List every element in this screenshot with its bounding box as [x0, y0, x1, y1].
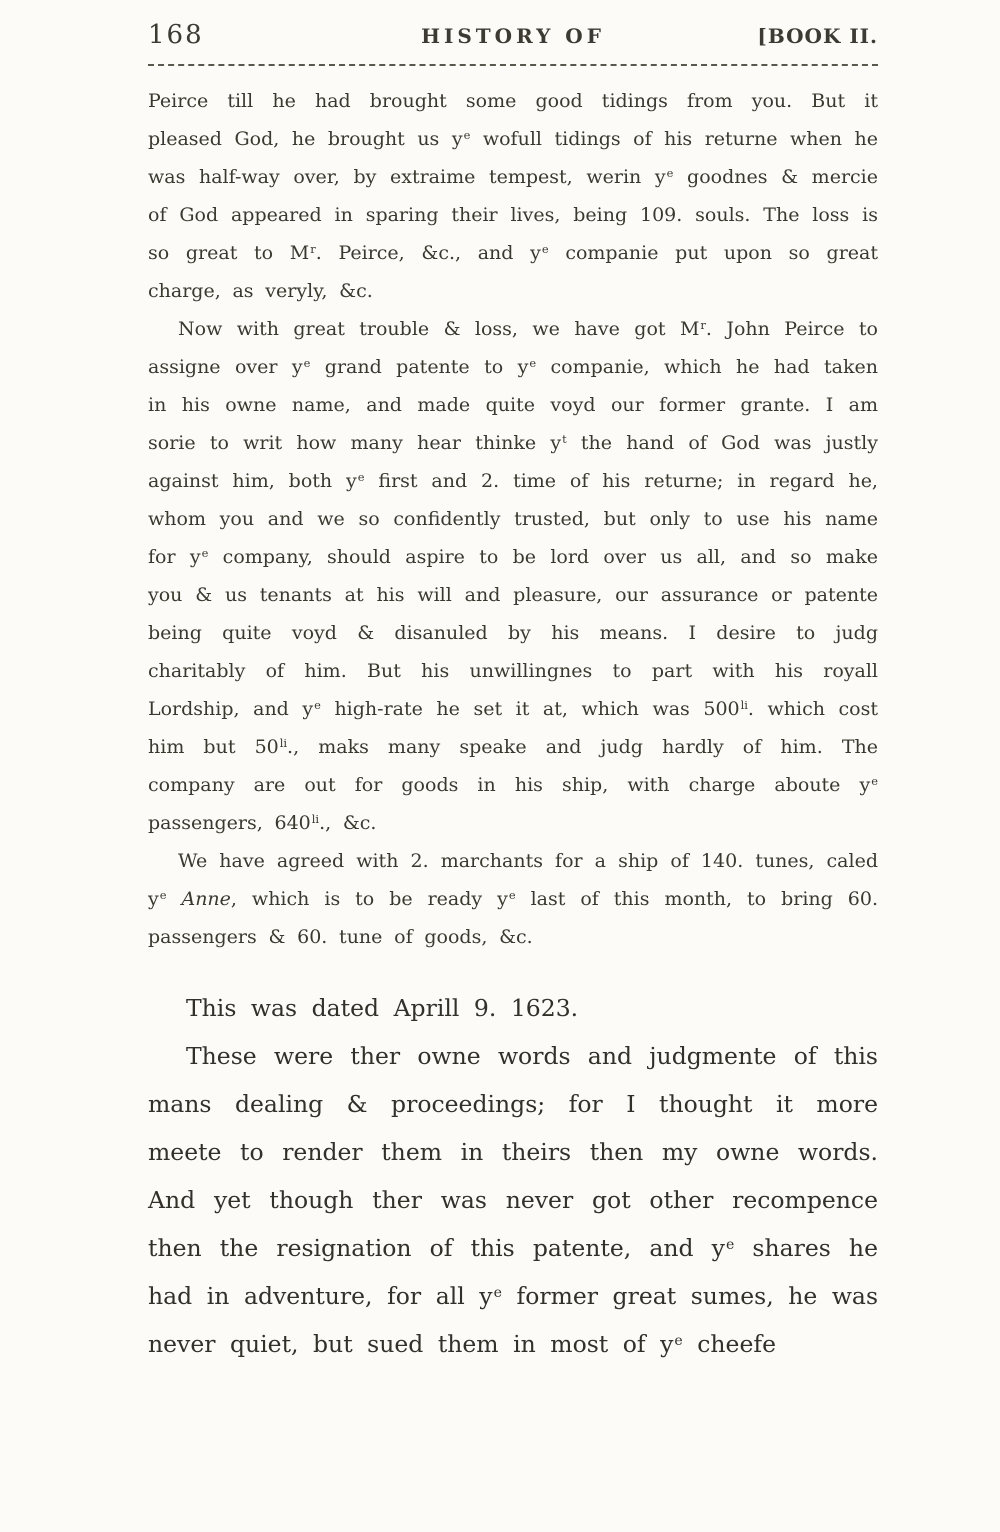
narrative-text	[148, 984, 878, 1368]
letter-paragraph: Peirce till he had brought some good tidings from you. But it pleased God, he brought us $y^e$ wofull tidings of his returne when he was half-way over, by extraime tempest, werin $y^e$ goodnes & mercie of God appeared in sparing their lives, being 109. souls. The loss is so great to $M^r$. Peirce, &c., and $y^e$ companie put upon so great charge, as veryly, &c.	[148, 90, 879, 302]
running-title: HISTORY OF	[421, 24, 605, 48]
book-label: [BOOK II.	[757, 24, 878, 48]
letter-paragraph: Now with great trouble & loss, we have got $M^r$. John Peirce to assigne over $y^e$ grand patente to $y^e$ companie, which he had taken in his owne name, and made quite voyd our former grante. I am sorie to writ how many hear thinke $y^t$ the hand of God was justly against him, both $y^e$ first and 2. time of his returne; in regard he, whom you and we so confidently trusted, but only to use his name for $y^e$ company, should aspire to be lord over us all, and so make you & us tenants at his will and pleasure, our assurance or patente being quite voyd & disanuled by his means. I desire to judg charitably of him. But his unwillingnes to part with his royall Lordship, and $y^e$ high-rate he set it at, which was $500^{li}$. which cost him but $50^{li}$., maks many speake and judg hardly of him. The company are out for goods in his ship, with charge aboute $y^e$ passengers, $640^{li}$., &c.	[148, 318, 879, 834]
narrative-paragraph: This was dated Aprill 9. 1623.	[186, 994, 579, 1022]
letter-paragraph: We have agreed with 2. marchants for a ship of 140. tunes, caled $y^e$ Anne, which is to be ready $y^e$ last of this month, to bring 60. passengers & 60. tune of goods, &c.	[148, 850, 878, 948]
letter-extract	[148, 82, 878, 956]
header-rule	[148, 64, 878, 66]
narrative-paragraph: These were ther owne words and judgmente of this mans dealing & proceedings; for I thought it more meete to render them in theirs then my owne words. And yet though ther was never got other recompence then the resignation of this patente, and $y^e$ shares he had in adventure, for all $y^e$ former great sumes, he was never quiet, but sued them in most of $y^e$ cheefe	[148, 1042, 879, 1358]
page-number: 168	[148, 20, 204, 50]
page-header	[148, 20, 878, 50]
